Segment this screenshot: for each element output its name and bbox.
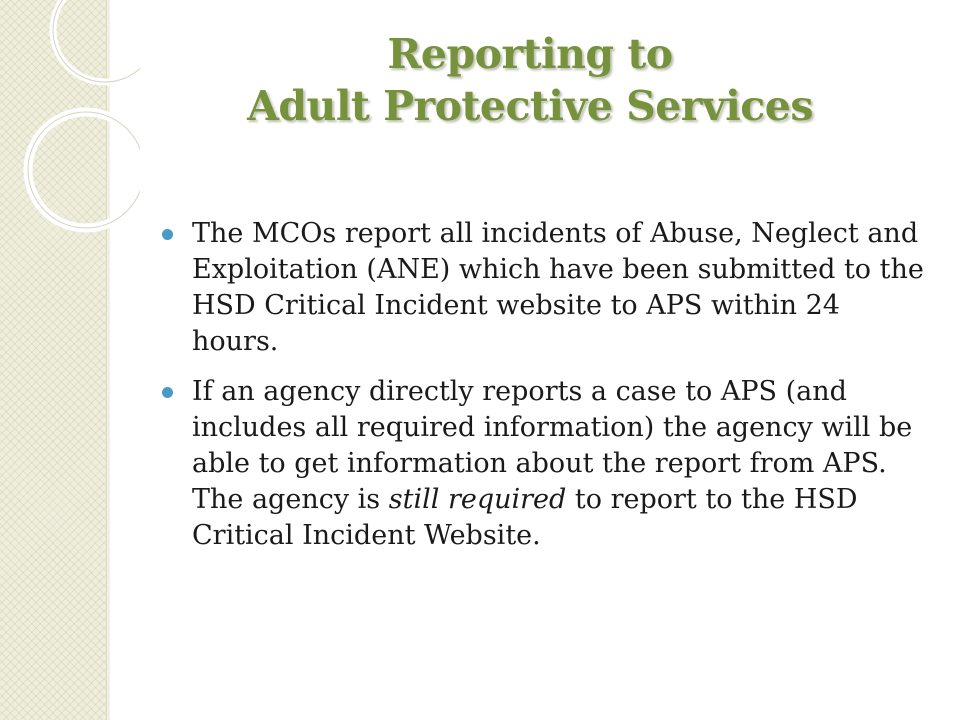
decorative-circles xyxy=(0,0,140,260)
bullet-item xyxy=(162,216,932,360)
slide-title xyxy=(200,28,860,132)
bullet-dot-icon xyxy=(162,229,173,240)
bullet-list xyxy=(162,216,932,568)
slide-title-line-2: Adult Protective Services xyxy=(247,82,813,130)
slide-title-line-1: Reporting to xyxy=(387,30,673,78)
bullet-text-end: to report to the HSD Critical Incident Website. xyxy=(192,484,858,551)
bullet-emphasis: still required xyxy=(388,484,567,515)
bullet-text: If an agency directly reports a case to APS (and includes all required information) the agency will be able to get information about the report from APS. The agency is xyxy=(192,376,913,515)
bullet-dot-icon xyxy=(162,387,173,398)
bullet-item xyxy=(162,374,932,554)
bullet-text: The MCOs report all incidents of Abuse, Neglect and Exploitation (ANE) which have been submitted to the HSD Critical Incident website to APS within 24 hours. xyxy=(192,218,924,357)
